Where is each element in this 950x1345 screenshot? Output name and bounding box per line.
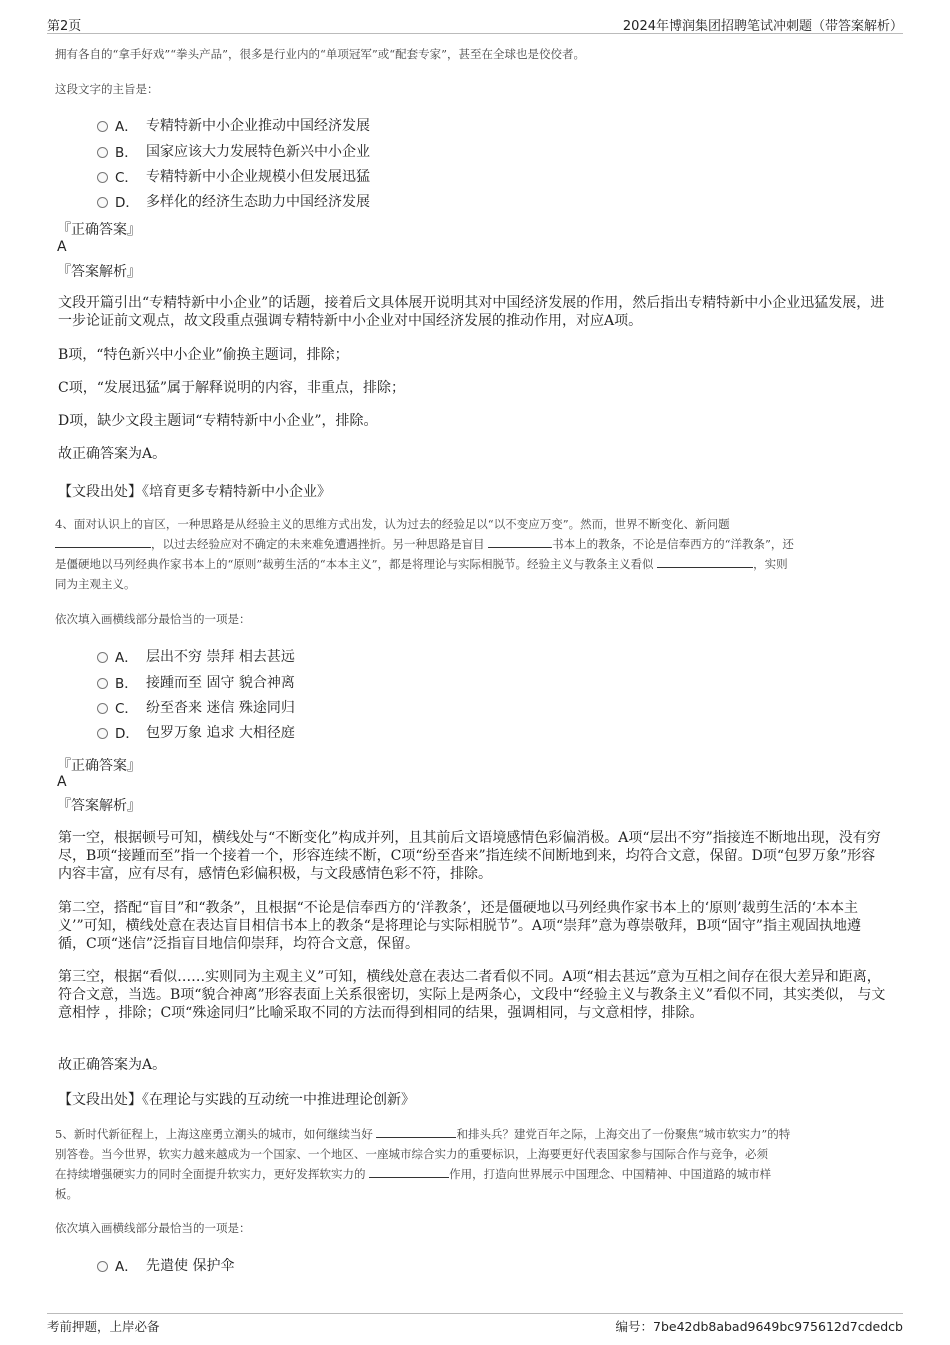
fill-blank <box>376 1125 456 1138</box>
question-3-option-c[interactable]: C． 专精特新中小企业规模小但发展迅猛 <box>97 166 370 186</box>
radio-icon[interactable] <box>97 678 108 689</box>
radio-icon[interactable] <box>97 728 108 739</box>
option-text: 专精特新中小企业推动中国经济发展 <box>146 118 370 134</box>
question-4-option-a[interactable]: A． 层出不穷 崇拜 相去甚远 <box>97 646 295 666</box>
question-5-prompt: 依次填入画横线部分最恰当的一项是： <box>55 1221 251 1235</box>
radio-icon[interactable] <box>97 172 108 183</box>
radio-icon[interactable] <box>97 652 108 663</box>
page-header <box>47 12 903 34</box>
radio-icon[interactable] <box>97 147 108 158</box>
fill-blank <box>55 535 151 548</box>
analysis-paragraph: C项，“发展迅猛”属于解释说明的内容，非重点，排除； <box>58 380 406 396</box>
question-4-option-d[interactable]: D． 包罗万象 追求 大相径庭 <box>97 722 295 742</box>
question-4-option-c[interactable]: C． 纷至沓来 迷信 殊途同归 <box>97 697 295 717</box>
question-3-option-a[interactable]: A． 专精特新中小企业推动中国经济发展 <box>97 115 370 135</box>
option-text: 纷至沓来 迷信 殊途同归 <box>146 700 295 716</box>
option-text: 多样化的经济生态助力中国经济发展 <box>146 194 370 210</box>
footer-slogan: 考前押题，上岸必备 <box>47 1319 160 1334</box>
question-4-prompt: 依次填入画横线部分最恰当的一项是： <box>55 612 251 626</box>
question-5-option-a[interactable]: A． 先遣使 保护伞 <box>97 1255 234 1275</box>
analysis-paragraph: D项，缺少文段主题词“专精特新中小企业”，排除。 <box>58 413 378 429</box>
correct-answer: A <box>57 239 67 255</box>
analysis-paragraph: B项，“特色新兴中小企业”偷换主题词，排除； <box>58 347 349 363</box>
fill-blank <box>657 555 753 568</box>
document-title: 2024年博润集团招聘笔试冲刺题（带答案解析） <box>622 19 903 34</box>
fill-blank <box>488 535 552 548</box>
analysis-paragraph: 第一空，根据顿号可知，横线处与“不断变化”构成并列，且其前后文语境感情色彩偏消极。A项“层出不穷”指接连不断地出现，没有穷尽，B项“接踵而至”指一个接着一个，形容连续不断，C项“纷至沓来”指连续不间断地到来，均符合文意，保留。D项“包罗万象”形容内容丰富，应有尽有，感情色彩偏积极，与文段感情色彩不符，排除。 <box>58 830 881 882</box>
analysis-label: 『答案解析』 <box>57 798 141 814</box>
question-4-option-b[interactable]: B． 接踵而至 固守 貌合神离 <box>97 672 295 692</box>
option-text: 层出不穷 崇拜 相去甚远 <box>146 649 295 665</box>
page-number: 第2页 <box>47 19 82 34</box>
document-id: 编号：7be42db8abad9649bc975612d7cdedcb <box>615 1319 903 1334</box>
analysis-label: 『答案解析』 <box>57 264 141 280</box>
radio-icon[interactable] <box>97 121 108 132</box>
correct-answer-label: 『正确答案』 <box>57 758 141 774</box>
question-5-stem: 5、新时代新征程上，上海这座勇立潮头的城市，如何继续当好 和排头兵？建党百年之际，上海交出了一份聚焦“城市软实力”的特 别答卷。当今世界，软实力越来越成为一个国家、一个地区、一座城市综合实力的重要标识，上海要更好代表国家参与国际合作与竞争，必须 在持续增强硬实力的同时全面提升软实力，更好发挥软实力的 作用，打造向世界展示中国理念、中国精神、中国道路的城市样 板。 <box>55 1127 791 1201</box>
option-text: 国家应该大力发展特色新兴中小企业 <box>146 144 370 160</box>
question-3-prompt: 这段文字的主旨是： <box>55 82 159 96</box>
radio-icon[interactable] <box>97 703 108 714</box>
correct-answer-label: 『正确答案』 <box>57 222 141 238</box>
option-text: 包罗万象 追求 大相径庭 <box>146 725 295 741</box>
page-footer <box>47 1313 903 1335</box>
question-3-option-b[interactable]: B． 国家应该大力发展特色新兴中小企业 <box>97 141 370 161</box>
correct-answer: A <box>57 774 67 790</box>
passage-source: 【文段出处】《培育更多专精特新中小企业》 <box>58 484 331 500</box>
analysis-paragraph: 文段开篇引出“专精特新中小企业”的话题，接着后文具体展开说明其对中国经济发展的作用，然后指出专精特新中小企业迅猛发展，进一步论证前文观点，故文段重点强调专精特新中小企业对中国经济发展的推动作用，对应A项。 <box>58 295 885 329</box>
analysis-paragraph: 第三空，根据“看似……实则同为主观主义”可知，横线处意在表达二者看似不同。A项“相去甚远”意为互相之间存在很大差异和距离，符合文意，当选。B项“貌合神离”形容表面上关系很密切，实际上是两条心，文段中“经验主义与教条主义”看似不同，其实类似， 与文意相悖 ，排除；C项“殊途同归”比喻采取不同的方法而得到相同的结果，强调相同，与文意相悖，排除。 <box>58 969 886 1021</box>
analysis-conclusion: 故正确答案为A。 <box>58 1057 167 1073</box>
option-text: 先遣使 保护伞 <box>146 1258 235 1274</box>
question-3-tail: 拥有各自的“拿手好戏”“拳头产品”，很多是行业内的“单项冠军”或“配套专家”，甚至在全球也是佼佼者。 <box>55 47 586 61</box>
passage-source: 【文段出处】《在理论与实践的互动统一中推进理论创新》 <box>58 1092 415 1108</box>
fill-blank <box>369 1165 449 1178</box>
question-3-option-d[interactable]: D． 多样化的经济生态助力中国经济发展 <box>97 191 370 211</box>
analysis-paragraph: 第二空，搭配“盲目”和“教条”，且根据“不论是信奉西方的‘洋教条’，还是僵硬地以马列经典作家书本上的‘原则’裁剪生活的‘本本主义’”可知，横线处意在表达盲目相信书本上的教条“是将理论与实际相脱节”。A项“崇拜”意为尊崇敬拜，B项“固守”指主观固执地遵循，C项“迷信”泛指盲目地信仰崇拜，均符合文意，保留。 <box>58 900 861 952</box>
radio-icon[interactable] <box>97 197 108 208</box>
question-4-stem: 4、面对认识上的盲区，一种思路是从经验主义的思维方式出发，认为过去的经验足以“以不变应万变”。然而，世界不断变化、新问题 ，以过去经验应对不确定的未来难免遭遇挫折。另一种思路是盲目 书本上的教条，不论是信奉西方的“洋教条”，还 是僵硬地以马列经典作家书本上的“原则”裁剪生活的“本本主义”，都是将理论与实际相脱节。经验主义与教条主义看似 ，实则 同为主观主义。 <box>55 517 794 591</box>
radio-icon[interactable] <box>97 1261 108 1272</box>
option-text: 专精特新中小企业规模小但发展迅猛 <box>146 169 370 185</box>
analysis-conclusion: 故正确答案为A。 <box>58 446 167 462</box>
option-text: 接踵而至 固守 貌合神离 <box>146 675 295 691</box>
